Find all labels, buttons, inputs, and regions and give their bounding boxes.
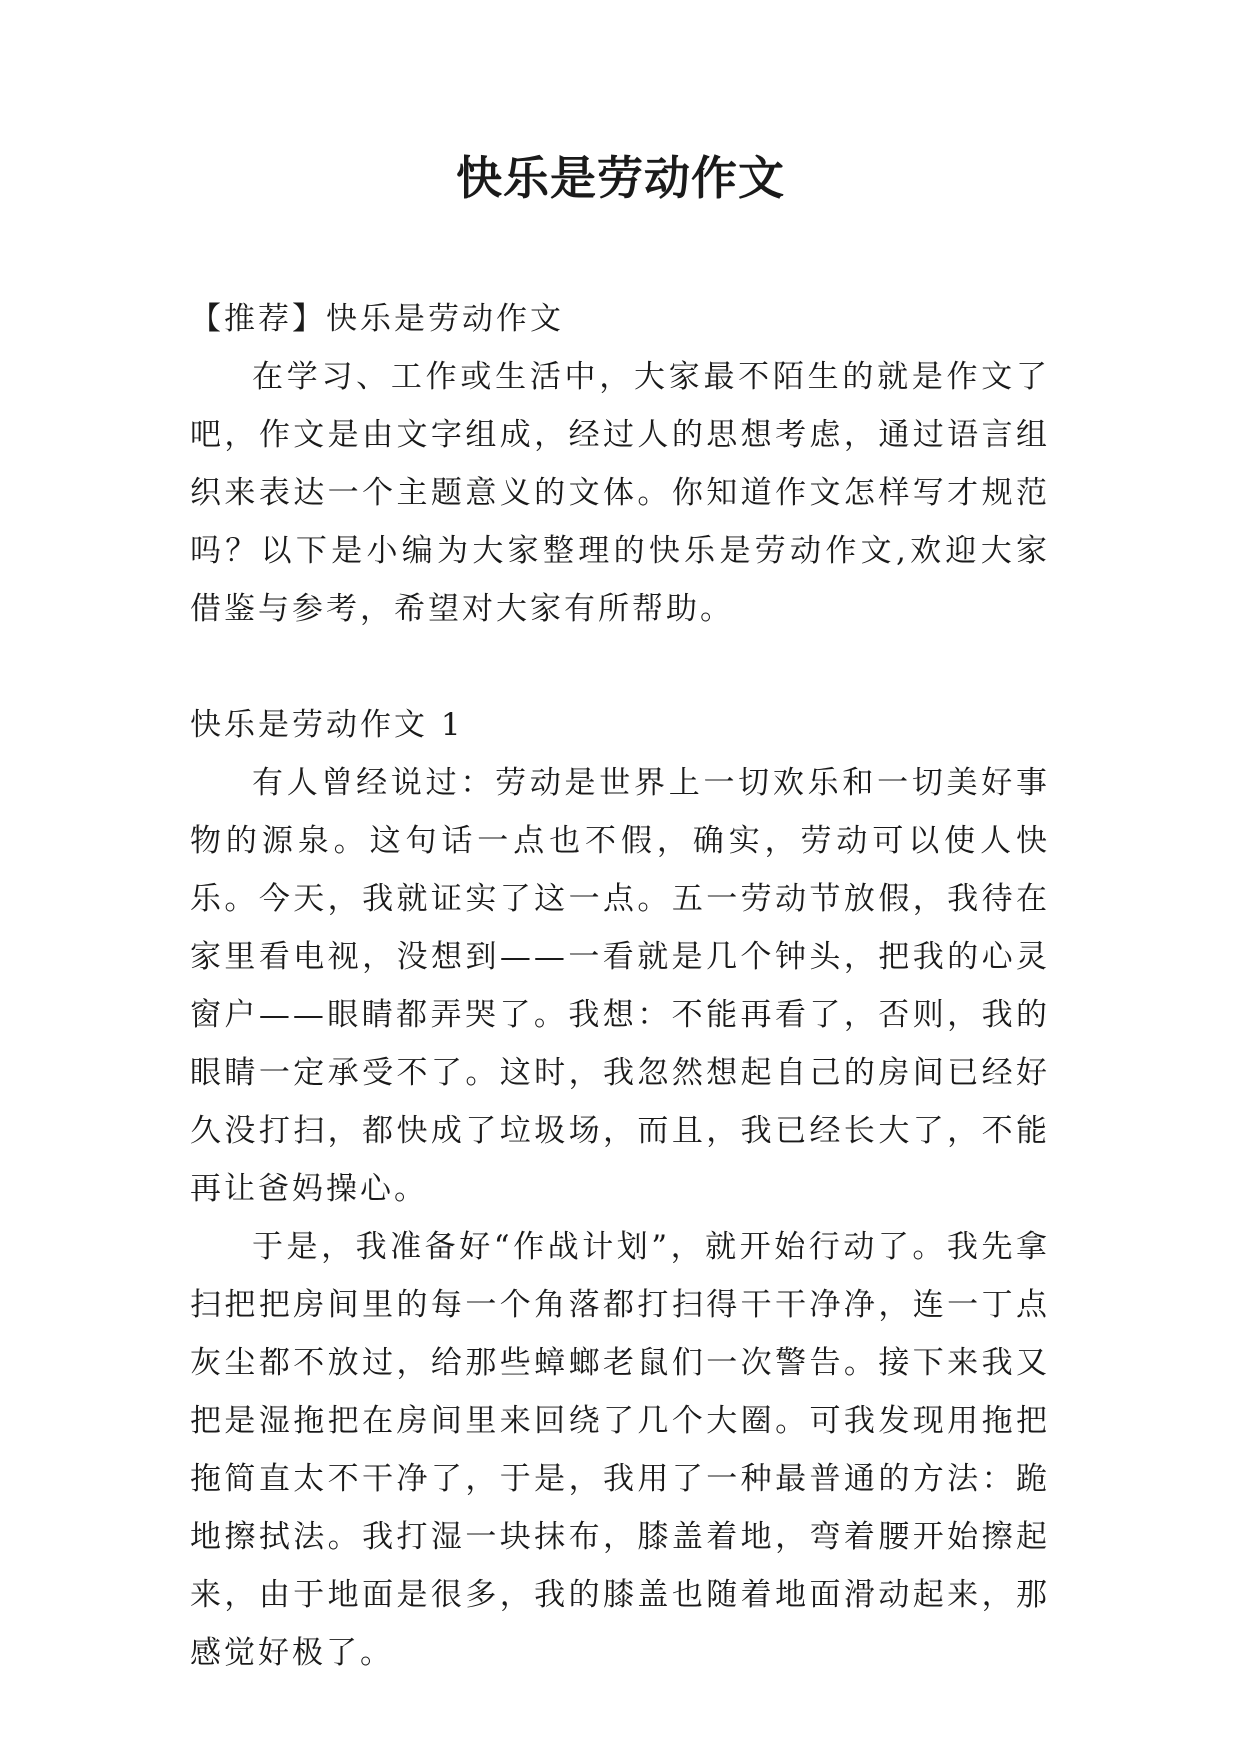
intro-heading: 【推荐】快乐是劳动作文	[190, 301, 564, 337]
body-paragraph: 于是，我准备好“作战计划”，就开始行动了。我先拿扫把把房间里的每一个角落都打扫得干干净净，连一丁点灰尘都不放过，给那些蟑螂老鼠们一次警告。接下来我又把是湿拖把在房间里来回绕了几个大圈。可我发现用拖把拖简直太不干净了，于是，我用了一种最普通的方法：跪地擦拭法。我打湿一块抹布，膝盖着地，弯着腰开始擦起来，由于地面是很多，我的膝盖也随着地面滑动起来，那感觉好极了。	[190, 1229, 1050, 1671]
document-title: 快乐是劳动作文	[456, 151, 785, 205]
intro-paragraph: 在学习、工作或生活中，大家最不陌生的就是作文了吧，作文是由文字组成，经过人的思想考虑，通过语言组织来表达一个主题意义的文体。你知道作文怎样写才规范吗？以下是小编为大家整理的快乐是劳动作文,欢迎大家借鉴与参考，希望对大家有所帮助。	[190, 359, 1050, 627]
body-paragraph: 有人曾经说过：劳动是世界上一切欢乐和一切美好事物的源泉。这句话一点也不假，确实，劳动可以使人快乐。今天，我就证实了这一点。五一劳动节放假，我待在家里看电视，没想到——一看就是几个钟头，把我的心灵窗户——眼睛都弄哭了。我想：不能再看了，否则，我的眼睛一定承受不了。这时，我忽然想起自己的房间已经好久没打扫，都快成了垃圾场，而且，我已经长大了，不能再让爸妈操心。	[190, 765, 1050, 1207]
section-heading: 快乐是劳动作文 1	[190, 707, 464, 743]
document-body	[190, 290, 1050, 1682]
